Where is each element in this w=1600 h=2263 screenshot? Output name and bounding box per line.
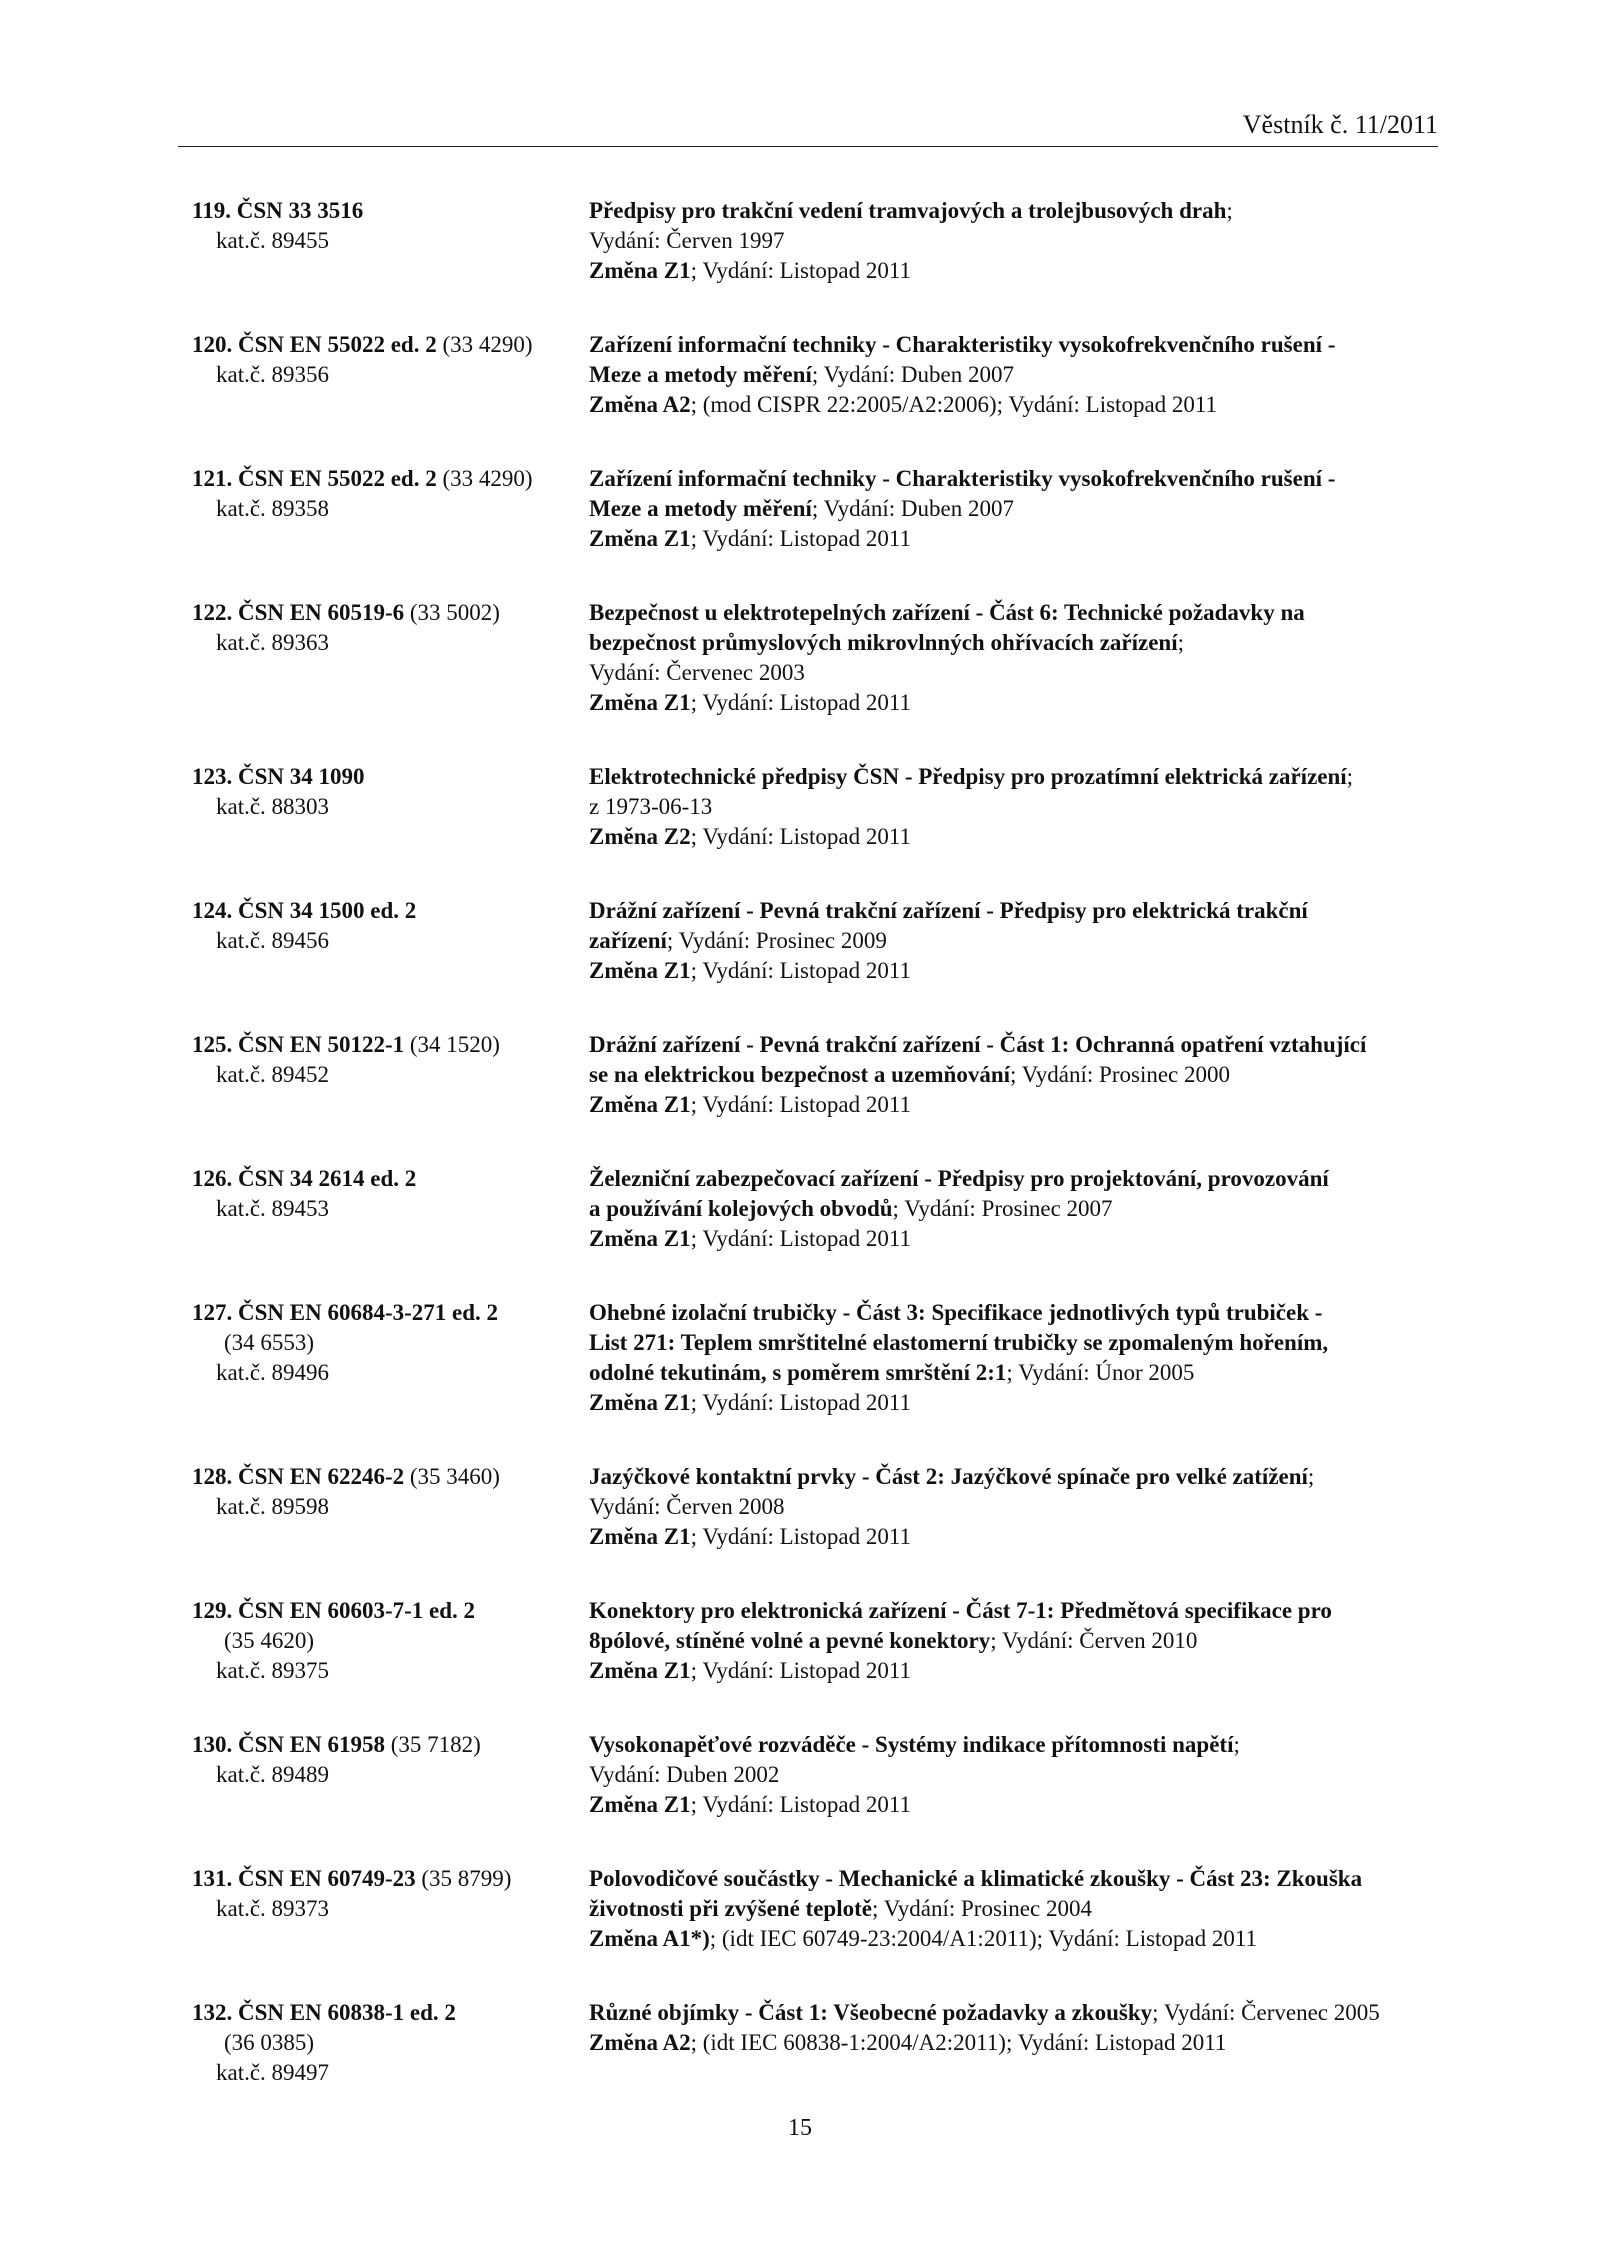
change-label: Změna A1*): [589, 1926, 710, 1951]
standard-title: Bezpečnost u elektrotepelných zařízení - Část 6: Technické požadavky na: [589, 600, 1305, 625]
entry-number: 127.: [192, 1300, 233, 1325]
entry-number: 131.: [192, 1866, 233, 1891]
edition-info: ; Vydání: Duben 2007: [811, 362, 1014, 387]
change-info: ; Vydání: Listopad 2011: [690, 258, 912, 283]
edition-info: ; Vydání: Červenec 2005: [1152, 2000, 1380, 2025]
change-info: ; (idt IEC 60749-23:2004/A1:2011); Vydání: Listopad 2011: [709, 1926, 1258, 1951]
class-number: (35 4620): [224, 1628, 315, 1653]
standard-title-cont: bezpečnost průmyslových mikrovlnných ohřívacích zařízení: [589, 630, 1178, 655]
change-label: Změna Z1: [589, 958, 691, 983]
entry-number: 122.: [192, 600, 233, 625]
change-label: Změna Z1: [589, 1390, 691, 1415]
edition-info: ; Vydání: Prosinec 2007: [892, 1196, 1113, 1221]
catalog-number: kat.č. 89456: [216, 928, 330, 953]
entry-128: 128. ČSN EN 62246-2 (35 3460) kat.č. 89598 Jazýčkové kontaktní prvky - Část 2: Jazýčkové spínače pro velké zatížení; Vydání: Červen 2008 Změna Z1; Vydání: Listopad 2011: [192, 1462, 1442, 1552]
standard-title-cont: zařízení: [589, 928, 667, 953]
catalog-number: kat.č. 89452: [216, 1062, 330, 1087]
entry-number: 129.: [192, 1598, 233, 1623]
standard-title: Železniční zabezpečovací zařízení - Předpisy pro projektování, provozování: [589, 1166, 1329, 1191]
catalog-number: kat.č. 89453: [216, 1196, 330, 1221]
entry-number: 132.: [192, 2000, 233, 2025]
standard-title-cont: List 271: Teplem smrštitelné elastomerní trubičky se zpomaleným hořením,: [589, 1330, 1329, 1355]
entry-126: [192, 1164, 1442, 1254]
change-info: ; Vydání: Listopad 2011: [690, 1658, 912, 1683]
entry-number: 126.: [192, 1166, 233, 1191]
edition-info: Vydání: Červenec 2003: [589, 660, 805, 685]
change-label: Změna Z1: [589, 690, 691, 715]
catalog-number: kat.č. 89356: [216, 362, 330, 387]
standard-title: Konektory pro elektronická zařízení - Část 7-1: Předmětová specifikace pro: [589, 1598, 1332, 1623]
bulletin-title: Věstník č. 11/2011: [1242, 110, 1438, 139]
standard-title-cont: odolné tekutinám, s poměrem smrštění 2:1: [589, 1360, 1007, 1385]
change-info: ; Vydání: Listopad 2011: [690, 690, 912, 715]
standard-title: Zařízení informační techniky - Charakteristiky vysokofrekvenčního rušení -: [589, 466, 1336, 491]
edition-info: Vydání: Červen 2008: [589, 1494, 785, 1519]
catalog-number: kat.č. 89489: [216, 1762, 330, 1787]
edition-info: ; Vydání: Prosinec 2004: [871, 1896, 1092, 1921]
entry-number: 121.: [192, 466, 233, 491]
change-info: ; Vydání: Listopad 2011: [690, 1792, 912, 1817]
edition-info: Vydání: Červen 1997: [589, 228, 785, 253]
catalog-number: kat.č. 89598: [216, 1494, 330, 1519]
change-label: Změna A2: [589, 392, 691, 417]
standard-title: Různé objímky - Část 1: Všeobecné požadavky a zkoušky: [589, 2000, 1153, 2025]
change-label: Změna Z2: [589, 824, 691, 849]
change-info: ; Vydání: Listopad 2011: [690, 1390, 912, 1415]
change-info: ; Vydání: Listopad 2011: [690, 1092, 912, 1117]
entry-122: 122. ČSN EN 60519-6 (33 5002) kat.č. 89363 Bezpečnost u elektrotepelných zařízení - Část 6: Technické požadavky na bezpečnost průmyslových mikrovlnných ohřívacích zařízení; Vydání: Červenec 2003 Změna Z1; Vydání: Listopad 2011: [192, 598, 1442, 718]
entry-131: [192, 1864, 1442, 1954]
change-label: Změna Z1: [589, 1226, 691, 1251]
standard-title-cont: Meze a metody měření: [589, 496, 812, 521]
change-info: ; Vydání: Listopad 2011: [690, 1226, 912, 1251]
standards-list: [192, 196, 1442, 2088]
standard-title: Elektrotechnické předpisy ČSN - Předpisy pro prozatímní elektrická zařízení: [589, 764, 1347, 789]
page-header: [178, 108, 1438, 147]
class-number: (35 8799): [421, 1866, 512, 1891]
standard-code: ČSN 33 3516: [236, 198, 364, 223]
entry-number: 130.: [192, 1732, 233, 1757]
class-number: (33 4290): [442, 466, 533, 491]
change-info: ; (mod CISPR 22:2005/A2:2006); Vydání: Listopad 2011: [690, 392, 1218, 417]
standard-title: Zařízení informační techniky - Charakteristiky vysokofrekvenčního rušení -: [589, 332, 1336, 357]
standard-title-cont: Meze a metody měření: [589, 362, 812, 387]
standard-code: ČSN EN 60603-7-1 ed. 2: [238, 1598, 476, 1623]
page-number: 15: [788, 2115, 812, 2141]
catalog-number: kat.č. 88303: [216, 794, 330, 819]
catalog-number: kat.č. 89373: [216, 1896, 330, 1921]
edition-info: ; Vydání: Prosinec 2000: [1010, 1062, 1230, 1087]
entry-number: 125.: [192, 1032, 233, 1057]
standard-title-cont: 8pólové, stíněné volné a pevné konektory: [589, 1628, 991, 1653]
entry-129: [192, 1596, 1442, 1686]
edition-info: ; Vydání: Prosinec 2009: [666, 928, 887, 953]
change-info: ; (idt IEC 60838-1:2004/A2:2011); Vydání: Listopad 2011: [690, 2030, 1227, 2055]
entry-number: 128.: [192, 1464, 233, 1489]
change-info: ; Vydání: Listopad 2011: [690, 958, 912, 983]
catalog-number: kat.č. 89455: [216, 228, 330, 253]
change-label: Změna Z1: [589, 526, 691, 551]
change-label: Změna Z1: [589, 1792, 691, 1817]
change-label: Změna Z1: [589, 1524, 691, 1549]
class-number: (33 5002): [409, 600, 500, 625]
catalog-number: kat.č. 89496: [216, 1360, 330, 1385]
edition-info: ; Vydání: Červen 2010: [990, 1628, 1198, 1653]
entry-120: [192, 330, 1442, 420]
entry-125: [192, 1030, 1442, 1120]
edition-info: ; Vydání: Únor 2005: [1006, 1360, 1195, 1385]
edition-info: z 1973-06-13: [589, 794, 713, 819]
standard-title: Jazýčkové kontaktní prvky - Část 2: Jazýčkové spínače pro velké zatížení: [589, 1464, 1308, 1489]
change-label: Změna Z1: [589, 1658, 691, 1683]
catalog-number: kat.č. 89358: [216, 496, 330, 521]
standard-code: ČSN 34 2614 ed. 2: [238, 1166, 417, 1191]
catalog-number: kat.č. 89497: [216, 2060, 330, 2085]
edition-info: ; Vydání: Duben 2007: [811, 496, 1014, 521]
standard-code: ČSN EN 60749-23: [238, 1866, 416, 1891]
entry-127: [192, 1298, 1442, 1418]
standard-title: Ohebné izolační trubičky - Část 3: Specifikace jednotlivých typů trubiček -: [589, 1300, 1323, 1325]
standard-code: ČSN EN 60684-3-271 ed. 2: [238, 1300, 499, 1325]
entry-123: 123. ČSN 34 1090 kat.č. 88303 Elektrotechnické předpisy ČSN - Předpisy pro prozatímní elektrická zařízení; z 1973-06-13 Změna Z2; Vydání: Listopad 2011: [192, 762, 1442, 852]
standard-title: Drážní zařízení - Pevná trakční zařízení - Předpisy pro elektrická trakční: [589, 898, 1308, 923]
change-label: Změna Z1: [589, 1092, 691, 1117]
standard-code: ČSN 34 1500 ed. 2: [238, 898, 417, 923]
change-label: Změna Z1: [589, 258, 691, 283]
standard-title: Polovodičové součástky - Mechanické a klimatické zkoušky - Část 23: Zkouška: [589, 1866, 1363, 1891]
change-info: ; Vydání: Listopad 2011: [690, 824, 912, 849]
entry-124: [192, 896, 1442, 986]
catalog-number: kat.č. 89375: [216, 1658, 330, 1683]
entry-121: [192, 464, 1442, 554]
entry-132: [192, 1998, 1442, 2088]
change-info: ; Vydání: Listopad 2011: [690, 1524, 912, 1549]
change-info: ; Vydání: Listopad 2011: [690, 526, 912, 551]
entry-number: 119.: [192, 198, 231, 223]
standard-code: ČSN EN 50122-1: [238, 1032, 405, 1057]
standard-title: Předpisy pro trakční vedení tramvajových a trolejbusových drah: [589, 198, 1227, 223]
class-number: (35 3460): [409, 1464, 500, 1489]
standard-code: ČSN EN 60838-1 ed. 2: [238, 2000, 456, 2025]
entry-130: 130. ČSN EN 61958 (35 7182) kat.č. 89489 Vysokonapěťové rozváděče - Systémy indikace přítomnosti napětí; Vydání: Duben 2002 Změna Z1; Vydání: Listopad 2011: [192, 1730, 1442, 1820]
edition-info: Vydání: Duben 2002: [589, 1762, 780, 1787]
change-label: Změna A2: [589, 2030, 691, 2055]
standard-title: Vysokonapěťové rozváděče - Systémy indikace přítomnosti napětí: [589, 1732, 1234, 1757]
entry-number: 124.: [192, 898, 233, 923]
standard-code: ČSN EN 55022 ed. 2: [238, 466, 437, 491]
standard-title-cont: a používání kolejových obvodů: [589, 1196, 893, 1221]
class-number: (35 7182): [390, 1732, 481, 1757]
standard-code: ČSN EN 61958: [238, 1732, 385, 1757]
standard-title-cont: se na elektrickou bezpečnost a uzemňování: [589, 1062, 1011, 1087]
standard-title: Drážní zařízení - Pevná trakční zařízení - Část 1: Ochranná opatření vztahující: [589, 1032, 1367, 1057]
class-number: (34 1520): [409, 1032, 500, 1057]
standard-code: ČSN EN 60519-6: [238, 600, 405, 625]
entry-119: 119. ČSN 33 3516 kat.č. 89455 Předpisy pro trakční vedení tramvajových a trolejbusových drah; Vydání: Červen 1997 Změna Z1; Vydání: Listopad 2011: [192, 196, 1442, 286]
entry-number: 123.: [192, 764, 233, 789]
class-number: (33 4290): [442, 332, 533, 357]
standard-title-cont: životnosti při zvýšené teplotě: [589, 1896, 872, 1921]
entry-number: 120.: [192, 332, 233, 357]
class-number: (34 6553): [224, 1330, 315, 1355]
standard-code: ČSN 34 1090: [238, 764, 365, 789]
standard-code: ČSN EN 55022 ed. 2: [238, 332, 437, 357]
standard-code: ČSN EN 62246-2: [238, 1464, 405, 1489]
catalog-number: kat.č. 89363: [216, 630, 330, 655]
class-number: (36 0385): [224, 2030, 315, 2055]
